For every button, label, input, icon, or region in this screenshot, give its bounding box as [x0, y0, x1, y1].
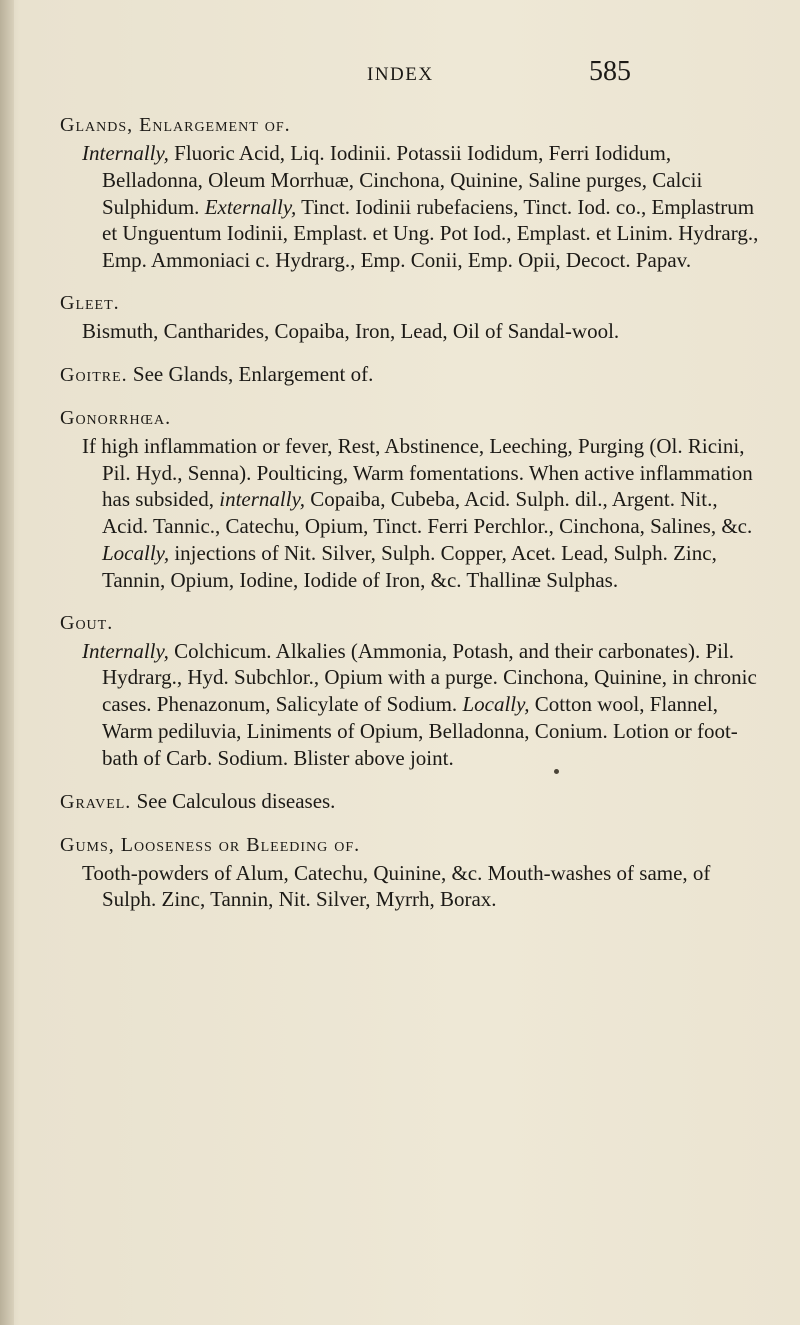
entry-heading: [60, 290, 760, 317]
entry-body: [60, 140, 760, 274]
entry-heading-text: Gums, Looseness or Bleeding of.: [60, 833, 361, 856]
entry-text: Tooth-powders of Alum, Catechu, Quinine, &c. Mouth-washes of same, of Sulph. Zinc, Tannin, Nit. Silver, Myrrh, Borax.: [82, 860, 711, 912]
entry-heading: [60, 361, 760, 389]
index-entry: [60, 112, 760, 274]
page-number: 585: [589, 56, 631, 87]
entry-heading-text: Goitre.: [60, 363, 128, 386]
index-entry: [60, 788, 760, 816]
entry-heading: [60, 832, 760, 859]
entry-text: injections of Nit. Silver, Sulph. Copper, Acet. Lead, Sulph. Zinc, Tannin, Opium, Iodine, Iodide of Iron, &c. Thallinæ Sulphas.: [102, 540, 717, 592]
entry-text: Copaiba, Cubeba, Acid. Sulph. dil., Argent. Nit., Acid. Tannic., Catechu, Opium, Tinct. Ferri Perchlor., Cinchona, Salines, &c.: [102, 487, 753, 539]
index-entry: [60, 405, 760, 594]
entry-body: [60, 638, 760, 772]
entry-text: If high inflammation or fever, Rest, Abstinence, Leeching, Purging (Ol. Ricini, Pil. Hyd., Senna). Poulticing, Warm fomentations. When active inflammation has subsided,: [82, 433, 753, 512]
entry-heading-text: Gleet.: [60, 291, 120, 314]
ink-speck: [554, 769, 559, 774]
running-head: [0, 56, 800, 86]
entry-text: Fluoric Acid, Liq. Iodinii. Potassii Iodidum, Ferri Iodidum, Belladonna, Oleum Morrhuæ, Cinchona, Quinine, Saline purges, Calcii Sulphidum.: [102, 141, 703, 219]
index-entry: [60, 832, 760, 914]
entry-text: Colchicum. Alkalies (Ammonia, Potash, and their carbonates). Pil. Hydrarg., Hyd. Subchlor., Opium with a purge. Cinchona, Quinine, in chronic cases. Phenazonum, Salicylate of Sodium.: [102, 638, 757, 717]
index-entry: [60, 610, 760, 772]
entry-body: [60, 318, 760, 345]
page-gutter-shadow: [0, 0, 14, 1325]
entry-qualifier: Internally,: [82, 638, 169, 663]
running-title: INDEX: [367, 64, 434, 85]
entry-text: Bismuth, Cantharides, Copaiba, Iron, Lead, Oil of Sandal-wool.: [82, 318, 620, 343]
index-entry: [60, 361, 760, 389]
entry-cross-reference: See Calculous diseases.: [131, 788, 336, 813]
entry-qualifier: Locally,: [462, 692, 530, 717]
index-entries: [60, 112, 760, 929]
entry-qualifier: Internally,: [82, 141, 169, 165]
entry-text: Cotton wool, Flannel, Warm pediluvia, Liniments of Opium, Belladonna, Conium. Lotion or foot-bath of Carb. Sodium. Blister above joint.: [102, 692, 738, 770]
entry-qualifier: Locally,: [102, 540, 170, 565]
entry-heading: [60, 610, 760, 637]
entry-heading: [60, 405, 760, 432]
entry-body: [60, 860, 760, 914]
entry-qualifier: internally,: [219, 487, 305, 512]
entry-body: [60, 433, 760, 594]
entry-heading-text: Gonorrhœa.: [60, 406, 172, 429]
entry-heading-text: Gravel.: [60, 790, 132, 813]
index-entry: [60, 290, 760, 345]
entry-heading: [60, 112, 760, 139]
entry-heading: [60, 788, 760, 816]
entry-cross-reference: See Glands, Enlargement of.: [127, 361, 374, 386]
entry-heading-text: Gout.: [60, 611, 114, 634]
entry-heading-text: Glands, Enlargement of.: [60, 114, 291, 136]
entry-text: Tinct. Iodinii rubefaciens, Tinct. Iod. co., Emplastrum et Unguentum Iodinii, Emplast. et Ung. Pot Iod., Emplast. et Linim. Hydrarg., Emp. Ammoniaci c. Hydrarg., Emp. Conii, Emp. Opii, Decoct. Papav.: [102, 194, 759, 273]
entry-qualifier: Externally,: [204, 194, 297, 219]
